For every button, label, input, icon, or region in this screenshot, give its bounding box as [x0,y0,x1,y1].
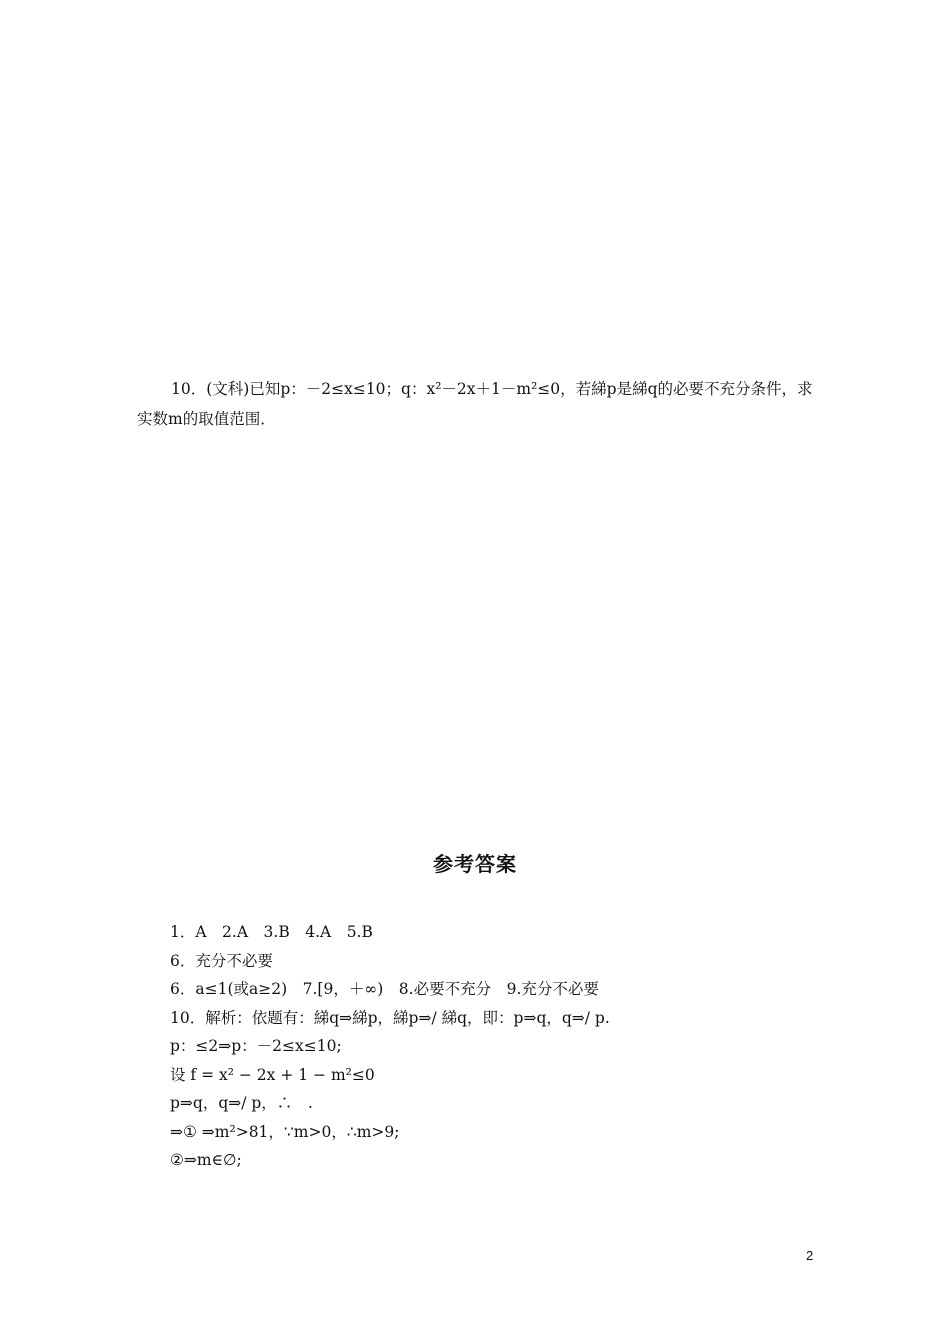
answer-line: 设 f = x² − 2x + 1 − m²≤0 [170,1065,375,1084]
answer-line: ⇒① ⇒m²>81，∵m>0，∴m>9; [170,1122,400,1141]
answer-line: ②⇒m∈∅; [170,1151,242,1169]
answer-key-title: 参考答案 [433,852,517,876]
answer-line: 1．A 2.A 3.B 4.A 5.B [170,923,373,941]
answer-line: p：≤2⇒p：－2≤x≤10; [170,1037,342,1055]
page-number: 2 [806,1248,814,1263]
answer-key [170,918,820,1175]
problem-line-1: 10．(文科)已知p：－2≤x≤10；q：x²－2x＋1－m²≤0，若綈p是綈q的必要不充分条件，求 [171,380,813,398]
answer-line: 10．解析：依题有：綈q⇒綈p，綈p⇒/ 綈q，即：p⇒q，q⇒/ p. [170,1008,610,1027]
answer-line: 6．a≤1(或a≥2) 7.[9，＋∞) 8.必要不充分 9.充分不必要 [170,980,599,998]
answer-line: 6．充分不必要 [170,951,273,970]
answer-line: p⇒q，q⇒/ p，∴ . [170,1094,313,1112]
problem-10 [137,374,827,434]
problem-line-2: 实数m的取值范围． [137,410,276,428]
